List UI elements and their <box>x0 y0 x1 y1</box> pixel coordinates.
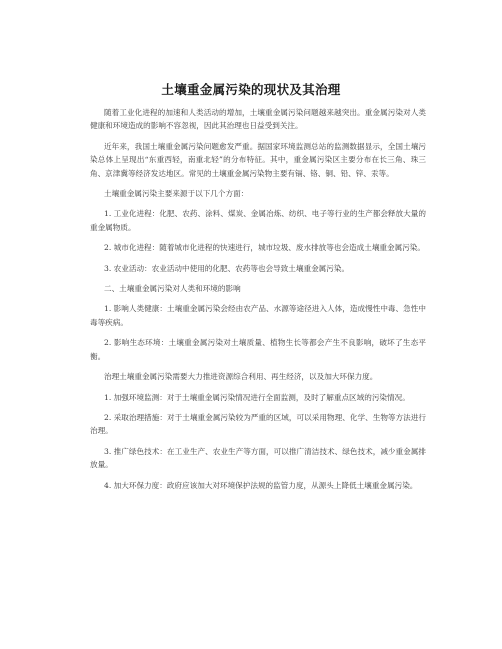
impact-item-health: 1. 影响人类健康：土壤重金属污染会经由农产品、水源等途径进入人体，造成慢性中毒、急性中毒等疾病。 <box>90 304 426 327</box>
status-paragraph: 近年来，我国土壤重金属污染问题愈发严重。据国家环境监测总站的监测数据显示，全国土壤污染总体上呈现出“东重西轻，南重北轻”的分布特征。其中，重金属污染区主要分布在长三角、珠三角、京津冀等经济发达地区。常见的土壤重金属污染物主要有镉、铬、铜、铅、锌、汞等。 <box>90 141 426 178</box>
measure-item-treatment: 2. 采取治理措施：对于土壤重金属污染较为严重的区域，可以采用物理、化学、生物等方法进行治理。 <box>90 412 426 436</box>
source-item-urbanization: 2. 城市化进程：随着城市化进程的快速进行，城市垃圾、废水排放等也会造成土壤重金属污染。 <box>104 243 425 253</box>
measure-item-monitoring: 1. 加强环境监测：对于土壤重金属污染情况进行全面监测，及时了解重点区域的污染情况。 <box>104 392 410 402</box>
section-heading-impacts: 二、土壤重金属污染对人类和环境的影响 <box>104 284 241 294</box>
impact-item-ecology: 2. 影响生态环境：土壤重金属污染对土壤质量、植物生长等都会产生不良影响，破坏了生态平衡。 <box>90 338 426 361</box>
measure-item-green-tech: 3. 推广绿色技术：在工业生产、农业生产等方面，可以推广清洁技术、绿色技术，减少重金属排放量。 <box>90 446 426 470</box>
source-item-industry: 1. 工业化进程：化肥、农药、涂料、煤炭、金属冶炼、纺织、电子等行业的生产都会释放大量的重金属物质。 <box>90 209 426 232</box>
remediation-intro-paragraph: 治理土壤重金属污染需要大力推进资源综合利用、再生经济，以及加大环保力度。 <box>104 372 378 382</box>
sources-intro-paragraph: 土壤重金属污染主要来源于以下几个方面： <box>104 189 249 199</box>
intro-paragraph: 随着工业化进程的加速和人类活动的增加，土壤重金属污染问题越来越突出。重金属污染对人类健康和环境造成的影响不容忽视，因此其治理也日益受到关注。 <box>90 108 426 131</box>
document-title: 土壤重金属污染的现状及其治理 <box>161 82 341 97</box>
measure-item-enforcement: 4. 加大环保力度：政府应该加大对环境保护法规的监管力度，从源头上降低土壤重金属污染。 <box>104 480 418 490</box>
source-item-agriculture: 3. 农业活动：农业活动中使用的化肥、农药等也会导致土壤重金属污染。 <box>104 263 350 273</box>
document-body <box>90 106 426 499</box>
